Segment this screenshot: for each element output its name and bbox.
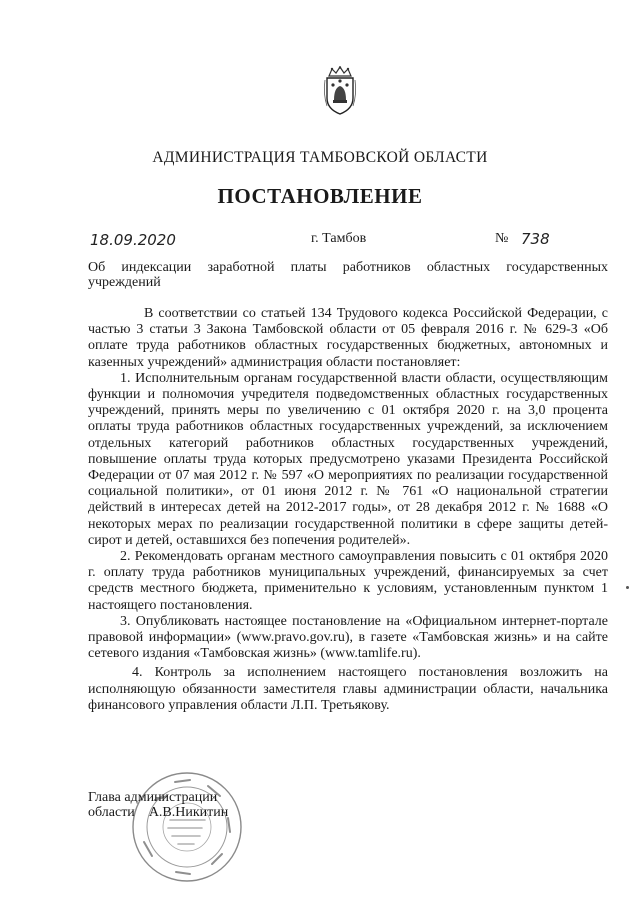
signatory-name: А.В.Никитин [148,805,229,820]
item-1-paragraph: 1. Исполнительным органам государственной власти области, осуществляющим функции и полномочия учредителя подведомственных областных государственных учреждений, принять меры по увеличению с 01 октября 2020 г. на 3,0 процента оплаты труда работников областных государственных учреждений, за исключением отдельных категорий работников областных государственных учреждений, повышение оплаты труда которых предусмотрено указами Президента Российской Федерации от 07 мая 2012 г. № 597 «О мероприятиях по реализации государственной социальной политики», от 01 июня 2012 г. № 761 «О национальной стратегии действий в интересах детей на 2012-2017 годы», от 28 декабря 2012 г. № 1688 «О некоторых мерах по реализации государственной политики в сфере защиты детей-сирот и детей, оставшихся без попечения родителей». [88,370,608,548]
document-number: 738 [521,230,550,248]
item-2-paragraph: 2. Рекомендовать органам местного самоуправления повысить с 01 октября 2020 г. оплату труда работников муниципальных учреждений, финансируемых за счет средств местного бюджета, применительно к условиям, установленным пунктом 1 настоящего постановления. [88,549,608,613]
item-3-paragraph: 3. Опубликовать настоящее постановление на «Официальном интернет-портале правовой информации» (www.pravo.gov.ru), в газете «Тамбовская жизнь» и на сайте сетевого издания «Тамбовская жизнь» (www.tamlife.ru). [88,613,608,662]
document-title: Об индексации заработной платы работников областных государственных учреждений [88,260,608,290]
document-city: г. Тамбов [311,231,367,246]
intro-paragraph: В соответствии со статьей 134 Трудового кодекса Российской Федерации, с частью 3 статьи 3 Закона Тамбовской области от 05 февраля 2016 г. № 629-З «Об оплате труда работников областных государственных бюджетных, автономных и казенных учреждений» администрация области постановляет: [88,306,608,370]
tambov-coat-of-arms-icon [322,66,358,116]
signature-position-line1: Глава администрации [88,790,218,805]
signature-position-line2: области [88,805,135,820]
document-body [88,306,608,714]
document-date: 18.09.2020 [90,231,176,249]
document-type-heading: ПОСТАНОВЛЕНИЕ [217,184,423,208]
item-4-paragraph: 4. Контроль за исполнением настоящего постановления возложить на исполняющую обязанности заместителя главы администрации области, начальника финансового управления области Л.П. Третьякову. [88,665,608,713]
scan-speck [626,586,629,589]
signature-block [88,790,228,820]
official-seal-stamp [130,770,245,885]
document-number-label: № [495,231,509,246]
organization-name: АДМИНИСТРАЦИЯ ТАМБОВСКОЙ ОБЛАСТИ [152,149,488,166]
